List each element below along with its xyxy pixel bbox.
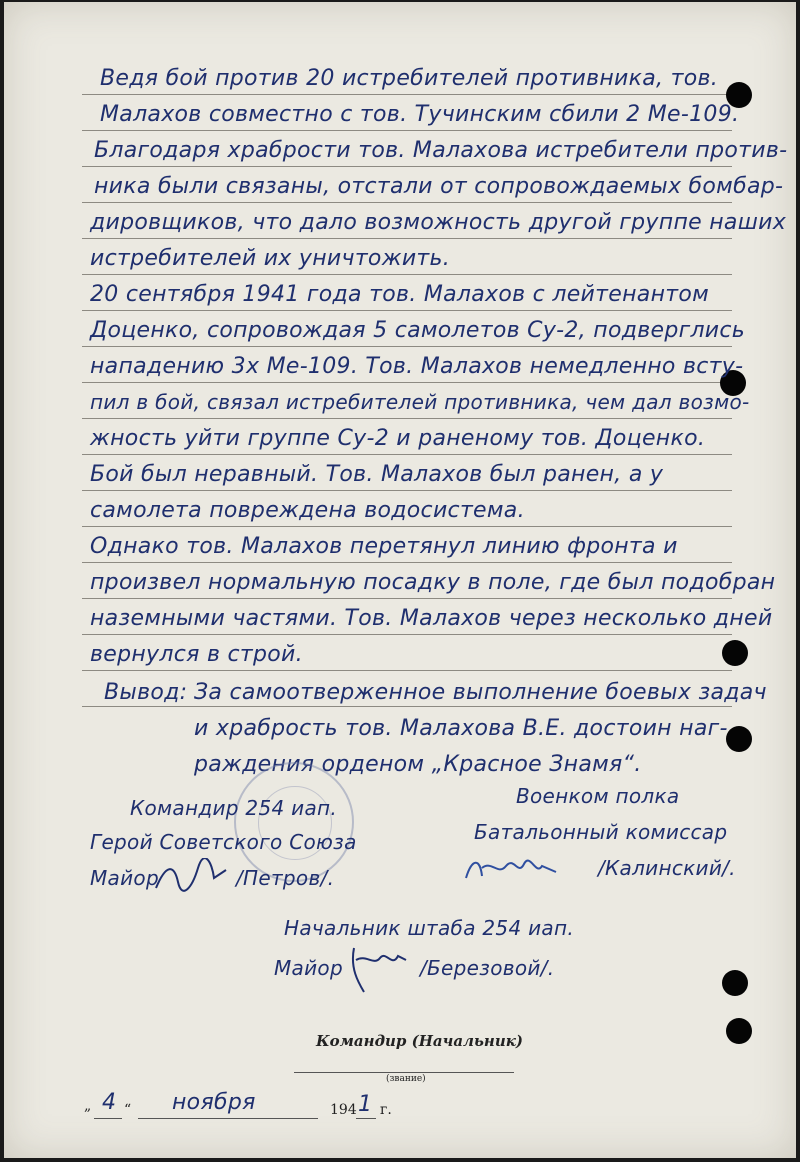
commissar-rank: Батальонный комиссар: [474, 820, 728, 844]
document-page: [4, 2, 796, 1158]
signature-icon: [462, 850, 562, 890]
punch-hole-icon: [726, 726, 752, 752]
signature-icon: [344, 938, 414, 998]
body-line: жность уйти группе Су-2 и раненому тов. Доценко.: [90, 426, 706, 451]
body-line: Доценко, сопровождая 5 самолетов Су-2, подверглись: [90, 318, 746, 343]
commander-hero: Герой Советского Союза: [90, 830, 357, 854]
date-year-suffix: г.: [380, 1102, 392, 1118]
body-line: наземными частями. Тов. Малахов через несколько дней: [90, 606, 773, 631]
chief-of-staff-name: /Березовой/.: [420, 956, 555, 980]
body-line: Ведя бой против 20 истребителей противника, тов.: [100, 66, 719, 91]
commander-name: /Петров/.: [236, 866, 335, 890]
chief-of-staff-rank: Майор: [274, 956, 343, 980]
conclusion-line: За самоотверженное выполнение боевых задач: [194, 680, 767, 705]
date-year-printed: 194: [330, 1102, 357, 1118]
date-open-quote: „: [84, 1098, 92, 1114]
round-seal-icon: [234, 762, 354, 882]
date-year-written: 1: [358, 1092, 373, 1117]
rank-underline: [294, 1072, 514, 1073]
year-underline: [356, 1118, 376, 1119]
body-line: Благодаря храбрости тов. Малахова истребители против-: [94, 138, 788, 163]
body-line: дировщиков, что дало возможность другой группе наших: [90, 210, 787, 235]
commander-title: Командир 254 иап.: [130, 796, 338, 820]
day-underline: [94, 1118, 122, 1119]
commander-label: Командир (Начальник): [316, 1032, 524, 1050]
date-close-quote: “: [124, 1102, 132, 1118]
body-line: вернулся в строй.: [90, 642, 303, 667]
commissar-title: Военком полка: [516, 784, 680, 808]
punch-hole-icon: [726, 1018, 752, 1044]
commissar-name: /Калинский/.: [598, 856, 736, 880]
body-line: 20 сентября 1941 года тов. Малахов с лейтенантом: [90, 282, 710, 307]
rank-caption: (звание): [386, 1074, 426, 1084]
body-line: нападению 3х Ме-109. Тов. Малахов немедленно всту-: [90, 354, 744, 379]
month-underline: [138, 1118, 318, 1119]
body-line: произвел нормальную посадку в поле, где был подобран: [90, 570, 776, 595]
punch-hole-icon: [722, 640, 748, 666]
body-line: Малахов совместно с тов. Тучинским сбили 2 Ме-109.: [100, 102, 740, 127]
body-line: Однако тов. Малахов перетянул линию фронта и: [90, 534, 678, 559]
chief-of-staff-title: Начальник штаба 254 иап.: [284, 916, 575, 940]
date-month: ноября: [172, 1090, 256, 1115]
date-day: 4: [102, 1090, 117, 1115]
body-line: пил в бой, связал истребителей противника, чем дал возмо-: [90, 390, 750, 414]
commander-rank: Майор: [90, 866, 159, 890]
body-line: истребителей их уничтожить.: [90, 246, 451, 271]
body-line: Бой был неравный. Тов. Малахов был ранен, а у: [90, 462, 664, 487]
signature-icon: [152, 858, 232, 898]
punch-hole-icon: [722, 970, 748, 996]
conclusion-line: раждения орденом „Красное Знамя“.: [194, 752, 642, 777]
conclusion-label: Вывод:: [104, 680, 188, 705]
conclusion-line: и храбрость тов. Малахова В.Е. достоин наг-: [194, 716, 728, 741]
body-line: ника были связаны, отстали от сопровождаемых бомбар-: [94, 174, 784, 199]
body-line: самолета повреждена водосистема.: [90, 498, 525, 523]
